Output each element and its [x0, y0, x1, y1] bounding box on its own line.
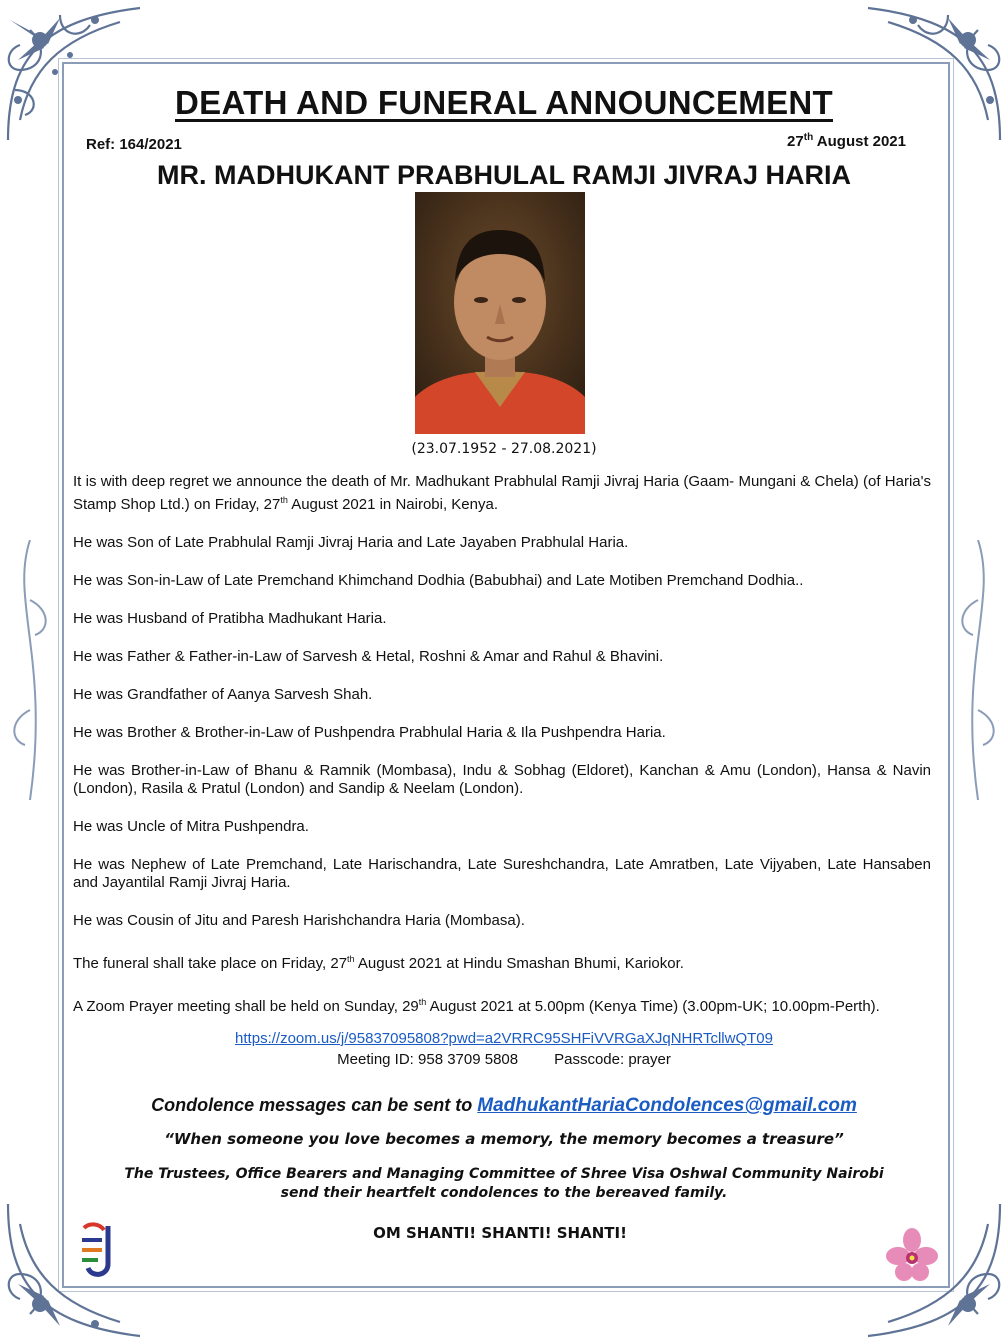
announcement-title: DEATH AND FUNERAL ANNOUNCEMENT — [175, 84, 833, 121]
meeting-details — [0, 1051, 1008, 1068]
meeting-id: Meeting ID: 958 3709 5808 — [337, 1051, 519, 1068]
lifespan-dates: (23.07.1952 - 27.08.2021) — [411, 441, 597, 457]
zoom-link[interactable]: https://zoom.us/j/95837095808?pwd=a2VRRC95SHFiVVRGaXJqNHRTcllwQT09 — [235, 1030, 773, 1047]
announcement-date: 27th August 2021 — [787, 132, 906, 150]
community-logo-icon — [78, 1220, 118, 1282]
orchid-flower-icon — [886, 1228, 938, 1282]
meeting-passcode: Passcode: prayer — [554, 1051, 671, 1068]
paragraph: He was Nephew of Late Premchand, Late Harischandra, Late Sureshchandra, Late Amratben, Late Vijyaben, Late Hansaben and Jayantilal Ramji Jivraj Haria. — [73, 856, 931, 891]
corner-ornament-top-left — [0, 0, 150, 150]
reference-number: Ref: 164/2021 — [86, 136, 182, 153]
paragraph: He was Grandfather of Aanya Sarvesh Shah. — [73, 686, 373, 703]
paragraph: He was Cousin of Jitu and Paresh Harishchandra Haria (Mombasa). — [73, 912, 525, 929]
portrait-photo — [415, 192, 585, 434]
announcement-body — [73, 473, 931, 1036]
condolence-line: Condolence messages can be sent to MadhukantHariaCondolences@gmail.com — [151, 1095, 857, 1116]
corner-ornament-top-right — [858, 0, 1008, 150]
corner-ornament-bottom-left — [0, 1194, 150, 1344]
side-ornament-right — [948, 540, 1008, 800]
side-ornament-left — [0, 540, 60, 800]
paragraph: He was Uncle of Mitra Pushpendra. — [73, 818, 309, 835]
closing-line: OM SHANTI! SHANTI! SHANTI! — [373, 1224, 627, 1242]
paragraph: He was Brother & Brother-in-Law of Pushpendra Prabhulal Haria & Ila Pushpendra Haria. — [73, 724, 666, 741]
memorial-quote: “When someone you love becomes a memory, the memory becomes a treasure” — [164, 1130, 844, 1148]
paragraph: He was Son-in-Law of Late Premchand Khimchand Dodhia (Babubhai) and Late Motiben Premchand Dodhia.. — [73, 572, 804, 589]
deceased-name: MR. MADHUKANT PRABHULAL RAMJI JIVRAJ HARIA — [156, 160, 851, 190]
trustees-message: The Trustees, Office Bearers and Managing Committee of Shree Visa Oshwal Community Nairobi send their heartfelt condolences to the bereaved family. — [124, 1166, 884, 1201]
paragraph: He was Brother-in-Law of Bhanu & Ramnik (Mombasa), Indu & Sobhag (Eldoret), Kanchan & Amu (London), Hansa & Navin (London), Rasila & Pratul (London) and Sandip & Neelam (London). — [73, 762, 931, 797]
paragraph: The funeral shall take place on Friday, 27th August 2021 at Hindu Smashan Bhumi, Kariokor. — [73, 954, 684, 972]
paragraph: He was Father & Father-in-Law of Sarvesh & Hetal, Roshni & Amar and Rahul & Bhavini. — [73, 648, 664, 665]
zoom-link-line — [0, 1030, 1008, 1047]
condolence-email-link[interactable]: MadhukantHariaCondolences@gmail.com — [477, 1095, 857, 1116]
paragraph: He was Husband of Pratibha Madhukant Haria. — [73, 610, 387, 627]
paragraph: It is with deep regret we announce the death of Mr. Madhukant Prabhulal Ramji Jivraj Haria (Gaam- Mungani & Chela) (of Haria's Stamp Shop Ltd.) on Friday, 27th August 2021 in Nairobi, Kenya. — [73, 473, 931, 513]
paragraph: A Zoom Prayer meeting shall be held on Sunday, 29th August 2021 at 5.00pm (Kenya Time) (3.00pm-UK; 10.00pm-Perth). — [73, 997, 880, 1015]
paragraph: He was Son of Late Prabhulal Ramji Jivraj Haria and Late Jayaben Prabhulal Haria. — [73, 534, 629, 551]
